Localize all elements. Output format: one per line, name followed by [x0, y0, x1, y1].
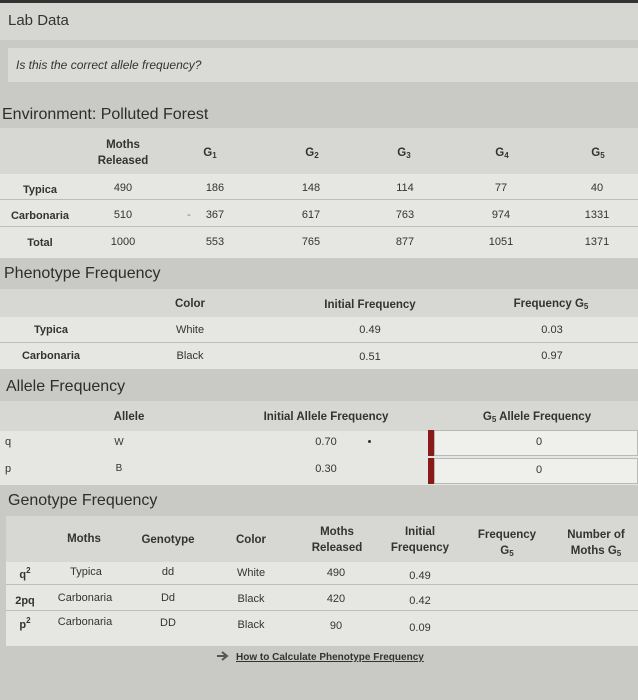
pheno-color: White: [175, 324, 205, 336]
env-cell: 1331: [584, 209, 610, 221]
env-cell: 114: [396, 182, 414, 194]
env-cell: 148: [301, 182, 321, 194]
env-cell: 877: [395, 236, 415, 248]
env-cell: 617: [301, 209, 321, 221]
allele-row-label-p: p: [4, 463, 12, 475]
env-cell: 974: [491, 209, 511, 221]
pheno-row-label-carbonaria: Carbonaria: [21, 350, 81, 362]
pheno-color: Black: [176, 350, 204, 362]
env-row-label-carbonaria: Carbonaria: [10, 210, 70, 222]
g5-allele-frequency-header: $G_5$ Allele Frequency: [482, 411, 592, 424]
pheno-initial: 0.49: [359, 324, 381, 336]
env-cell: 510: [113, 209, 133, 221]
row-divider: [0, 199, 638, 200]
moths-released-header: Moths Released: [311, 526, 363, 554]
geno-color: Black: [237, 593, 265, 605]
color-header: Color: [174, 298, 206, 310]
pheno-initial: 0.51: [359, 351, 381, 363]
env-cell: 1371: [584, 236, 610, 248]
g2-header: $G_2$: [305, 147, 319, 160]
env-cell: 763: [395, 209, 415, 221]
pheno-row-label-typica: Typica: [33, 324, 69, 336]
geno-row-label: 2pq: [15, 595, 35, 607]
genotype-title: Genotype Frequency: [8, 492, 158, 509]
env-row-label-total: Total: [27, 237, 53, 249]
pheno-g5: 0.03: [541, 324, 563, 336]
geno-moth: Carbonaria: [57, 592, 113, 604]
geno-color: Black: [237, 619, 265, 631]
env-cell: 77: [494, 182, 508, 194]
g5-allele-value-q: 0: [535, 436, 543, 448]
env-cell: 553: [205, 236, 225, 248]
env-cell: 367: [205, 209, 225, 221]
geno-moth: Carbonaria: [57, 616, 113, 628]
row-divider: [0, 342, 638, 343]
arrow-link-icon: [216, 651, 230, 661]
moths-released-header: Moths Released: [97, 139, 149, 167]
row-divider: [6, 584, 638, 585]
geno-initial: 0.09: [409, 622, 431, 634]
title-bar: [0, 0, 638, 40]
env-cell: 1000: [110, 236, 136, 248]
geno-released: 90: [329, 620, 343, 632]
geno-initial: 0.42: [409, 595, 431, 607]
number-of-moths-g5-header: Number of Moths $G_5$: [567, 529, 625, 558]
cursor-dot: [368, 440, 371, 443]
initial-frequency-header: Initial Frequency: [390, 526, 450, 554]
g3-header: $G_3$: [397, 147, 411, 160]
g1-header: $G_1$: [203, 147, 217, 160]
phenotype-title: Phenotype Frequency: [4, 265, 161, 282]
frequency-g5-header: Frequency $G_5$: [477, 529, 537, 558]
allele-title: Allele Frequency: [6, 378, 126, 395]
env-cell: 40: [590, 182, 604, 194]
geno-color: White: [236, 567, 266, 579]
env-row-label-typica: Typica: [22, 184, 58, 196]
g5-allele-value-p: 0: [535, 464, 543, 476]
app-title: Lab Data: [8, 12, 69, 29]
g5-header: $G_5$: [591, 147, 605, 160]
allele-initial: 0.30: [315, 463, 337, 475]
color-header: Color: [235, 534, 267, 546]
genotype-header: Genotype: [141, 534, 195, 546]
row-divider: [6, 610, 638, 611]
question-text: Is this the correct allele frequency?: [16, 58, 202, 72]
geno-released: 420: [326, 593, 346, 605]
env-cell: 490: [113, 182, 133, 194]
environment-title: Environment: Polluted Forest: [2, 106, 209, 123]
allele-symbol: W: [114, 437, 124, 448]
geno-genotype: dd: [161, 566, 175, 578]
row-divider: [0, 226, 638, 227]
env-cell: 765: [301, 236, 321, 248]
allele-initial: 0.70: [315, 436, 337, 448]
geno-initial: 0.49: [409, 570, 431, 582]
env-cell: 186: [205, 182, 225, 194]
how-to-calculate-phenotype-link[interactable]: How to Calculate Phenotype Frequency: [236, 652, 424, 663]
initial-allele-frequency-header: Initial Allele Frequency: [263, 411, 389, 423]
geno-genotype: DD: [160, 617, 176, 629]
geno-moth: Typica: [70, 566, 102, 578]
moths-header: Moths: [67, 533, 101, 545]
allele-symbol: B: [115, 463, 123, 474]
geno-released: 490: [326, 567, 346, 579]
geno-row-label: $q^2$: [19, 566, 31, 581]
env-cell: 1051: [488, 236, 514, 248]
pheno-g5: 0.97: [541, 350, 563, 362]
initial-frequency-header: Initial Frequency: [324, 299, 416, 311]
allele-row-label-q: q: [4, 436, 12, 448]
geno-genotype: Dd: [160, 592, 176, 604]
geno-row-label: $p^2$: [19, 616, 31, 631]
g4-header: $G_4$: [495, 147, 509, 160]
allele-header: Allele: [113, 411, 145, 423]
frequency-g5-header: Frequency $G_5$: [513, 298, 589, 311]
env-dash: -: [187, 209, 191, 221]
